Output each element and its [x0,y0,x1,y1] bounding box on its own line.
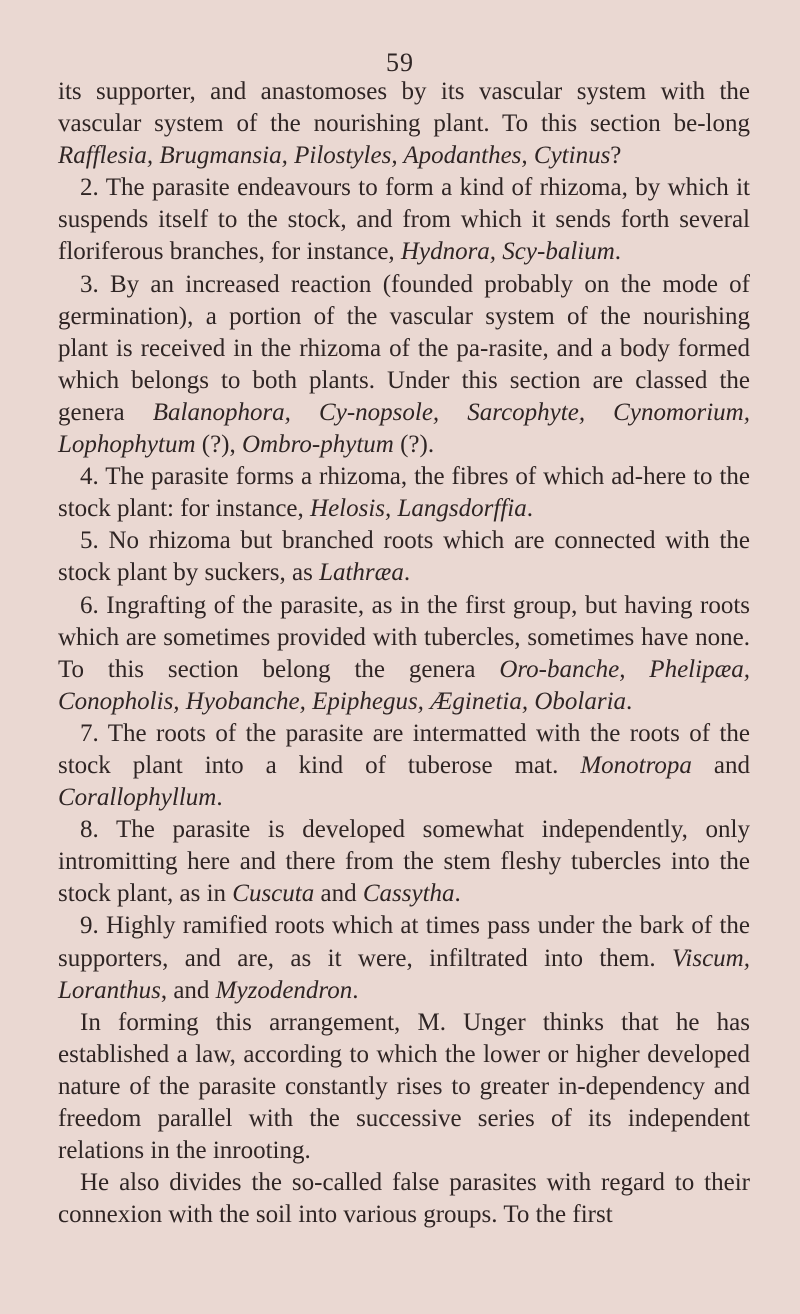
text-run: . [216,784,223,812]
italic-term: Ombro-phytum [242,431,394,459]
text-run: 2. The parasite endeavours to form a kind of rhizoma, by which it suspends itself to the stock, and from which it sends forth several floriferous branches, for instance, [58,174,750,266]
paragraph [58,814,750,910]
italic-term: Oro-banche, Phelipæa, Conopholis, Hyobanche, Epiphegus, Æginetia, Obolaria [58,655,750,715]
paragraph [58,461,750,525]
text-run: 5. No rhizoma but branched roots which are connected with the stock plant by suckers, as [58,527,750,587]
text-run: its supporter, and anastomoses by its vascular system with the vascular system of the nourishing plant. To this section be-long [58,78,750,138]
text-run: 4. The parasite forms a rhizoma, the fibres of which ad-here to the stock plant: for instance, [58,463,750,523]
text-run: 3. By an increased reaction (founded probably on the mode of germination), a portion of the vascular system of the nourishing plant is received in the rhizoma of the pa-rasite, and a body formed which belongs to both plants. Under this section are classed the genera [58,270,750,426]
italic-term: Cuscuta [232,880,315,908]
text-run: 9. Highly ramified roots which at times pass under the bark of the supporters, and are, as it were, infiltrated into them. [58,912,750,972]
text-run: He also divides the so-called false parasites with regard to their connexion with the soil into various groups. To the first [58,1169,750,1229]
text-run: . [403,559,411,587]
paragraph [58,76,750,172]
italic-term: Lathræa [319,559,404,587]
text-run: , and [160,976,216,1004]
paragraph [58,1167,750,1231]
page-number: 59 [386,48,414,77]
italic-term: Viscum, Loranthus [58,944,750,1004]
paragraph [58,718,750,814]
italic-term: Balanophora, Cy-nopsole, Sarcophyte, Cynomorium, Lophophytum [58,398,750,459]
italic-term: Cassytha [362,880,455,908]
italic-term: Rafflesia, Brugmansia, Pilostyles, Apodanthes, Cytinus [58,142,611,170]
text-run: ? [610,142,622,170]
text-run: 7. The roots of the parasite are intermatted with the roots of the stock plant into a kind of tuberose mat. [58,719,750,779]
paragraph [58,525,750,589]
paragraph [58,1007,750,1167]
paragraph [58,590,750,718]
text-run: 8. The parasite is developed somewhat independently, only intromitting here and there from the stem fleshy tubercles into the stock plant, as in [58,816,750,908]
text-run: . [454,880,461,908]
italic-term: Monotropa [580,751,692,779]
text-run: (?), [195,431,242,459]
text-run: . [614,238,622,266]
text-run: . [526,495,533,523]
text-run: and [691,751,750,779]
paragraph [58,910,750,1006]
paragraph [58,172,750,268]
italic-term: Helosis, Langsdorffia [310,495,527,523]
text-run: and [314,880,363,908]
text-run: . [352,976,359,1004]
body-text [58,76,750,1231]
italic-term: Hydnora, Scy-balium [400,238,615,266]
paragraph [58,269,750,462]
text-run: In forming this arrangement, M. Unger thinks that he has established a law, according to which the lower or higher developed nature of the parasite constantly rises to greater in-dependency and freedom parallel with the successive series of its independent relations in the inrooting. [58,1008,750,1165]
italic-term: Corallophyllum [58,784,217,812]
text-run: 6. Ingrafting of the parasite, as in the first group, but having roots which are sometimes provided with tubercles, sometimes have none. To this section belong the genera [58,591,750,683]
text-run: . [626,687,633,715]
italic-term: Myzodendron [215,976,353,1004]
text-run: (?). [393,431,435,459]
